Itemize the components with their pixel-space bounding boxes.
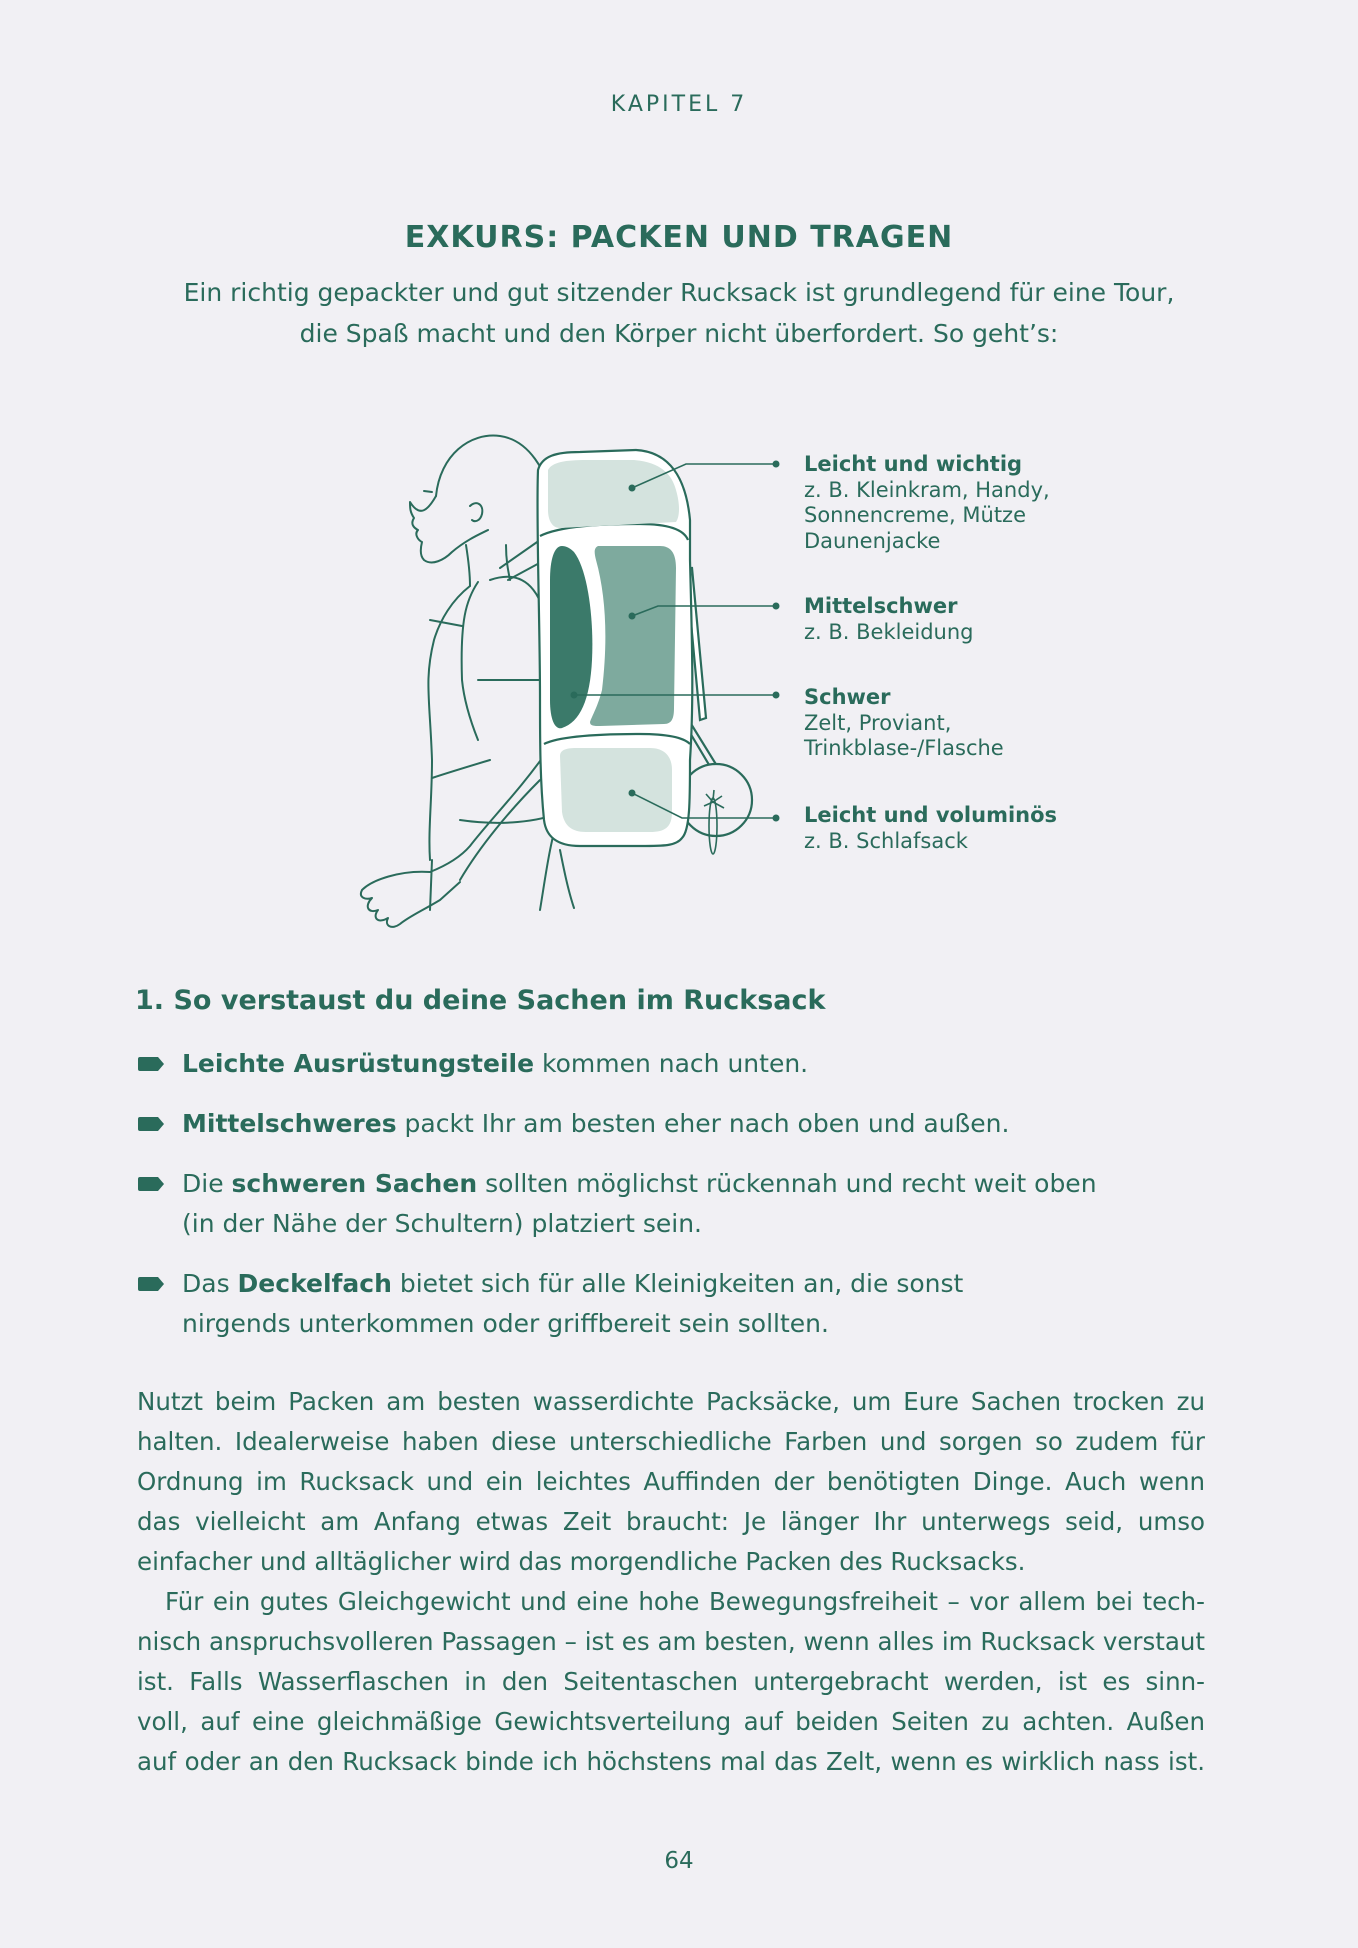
bullet-bold: Deckelfach: [237, 1269, 392, 1298]
bullet-bold: Mittelschweres: [182, 1109, 397, 1138]
chapter-label: KAPITEL 7: [610, 92, 748, 117]
woman-hand: [361, 872, 460, 927]
woman-top-strap: [430, 620, 462, 626]
leader-dot: [773, 461, 780, 468]
tag-arrow-bullet-icon: [138, 1057, 164, 1071]
callout-heading: Schwer: [804, 685, 891, 709]
tag-arrow-bullet-icon: [138, 1177, 164, 1191]
section-title: EXKURS: PACKEN UND TRAGEN: [404, 220, 954, 255]
bullet-continuation: nirgends unterkommen oder griffbereit sein sollten.: [182, 1309, 829, 1338]
woman-waist: [432, 760, 490, 778]
woman-face: [410, 496, 488, 562]
bullet-pre: Das: [182, 1269, 238, 1298]
tag-arrow-bullet-icon: [138, 1277, 164, 1291]
bullet-post: bietet sich für alle Kleinigkeiten an, die sonst: [391, 1269, 964, 1298]
bullet-pre: Die: [182, 1169, 232, 1198]
paragraph-line: halten. Idealerweise haben diese unterschiedliche Farben und sorgen so zudem für: [137, 1427, 1205, 1456]
intro-line: Ein richtig gepackter und gut sitzender Rucksack ist grundlegend für eine Tour,: [183, 278, 1175, 307]
tag-arrow-bullet-icon: [138, 1117, 164, 1131]
callout-line: z. B. Kleinkram, Handy,: [804, 477, 1050, 502]
paragraph-line: ist. Falls Wasserflaschen in den Seitentaschen untergebracht werden, ist es sinn-: [137, 1667, 1205, 1696]
bullet-bold: Leichte Ausrüstungsteile: [182, 1049, 535, 1078]
callout-heading: Mittelschwer: [804, 594, 958, 618]
bullet-post: sollten möglichst rückennah und recht weit oben: [477, 1169, 1097, 1198]
callout-line: Daunenjacke: [804, 528, 941, 553]
leader-dot: [773, 603, 780, 610]
leader-dot: [629, 485, 636, 492]
packing-heading: 1. So verstaust du deine Sachen im Rucksack: [135, 985, 826, 1016]
callout-light-voluminous: [804, 803, 1057, 854]
woman-arm: [462, 582, 478, 740]
bullet-post: kommen nach unten.: [534, 1049, 809, 1078]
backpack-illustration: [0, 0, 1358, 940]
callout-line: Zelt, Proviant,: [804, 710, 952, 735]
callout-heavy: [804, 685, 1004, 762]
paragraph-line: Für ein gutes Gleichgewicht und eine hohe Bewegungsfreiheit – vor allem bei tech-: [165, 1587, 1205, 1616]
callout-line: Trinkblase-/Flasche: [804, 736, 1004, 760]
zone-light-top: [548, 460, 679, 528]
leader-dot: [629, 790, 636, 797]
paragraph-line: auf oder an den Rucksack binde ich höchstens mal das Zelt, wenn es wirklich nass ist.: [137, 1747, 1205, 1776]
bullet-post: packt Ihr am besten eher nach oben und außen.: [396, 1109, 1010, 1138]
leader-dot: [629, 613, 636, 620]
callout-line: Sonnencreme, Mütze: [804, 503, 1026, 527]
callout-heading: Leicht und voluminös: [804, 803, 1058, 827]
paragraph-line: Nutzt beim Packen am besten wasserdichte Packsäcke, um Eure Sachen trocken zu: [137, 1387, 1205, 1416]
woman-ear: [470, 503, 482, 521]
leader-dot: [773, 692, 780, 699]
body-paragraph-2: [137, 1582, 1205, 1782]
callout-light-important: [804, 452, 1050, 554]
paragraph-line: Ordnung im Rucksack und ein leichtes Auffinden der benötigten Dinge. Auch wenn: [137, 1467, 1205, 1496]
zone-light-bottom: [560, 748, 672, 832]
leader-dot: [773, 815, 780, 822]
bullet-bold: schweren Sachen: [231, 1169, 478, 1198]
callout-line: z. B. Schlafsack: [804, 828, 968, 853]
leader-dot: [571, 692, 578, 699]
paragraph-line: voll, auf eine gleichmäßige Gewichtsverteilung auf beiden Seiten zu achten. Außen: [137, 1707, 1205, 1736]
intro-line: die Spaß macht und den Körper nicht überfordert. So geht’s:: [299, 319, 1059, 348]
callout-line: z. B. Bekleidung: [804, 619, 974, 644]
woman-forearm: [430, 750, 548, 880]
paragraph-line: nisch anspruchsvolleren Passagen – ist es am besten, wenn alles im Rucksack verstaut: [137, 1627, 1205, 1656]
body-paragraph-1: [137, 1382, 1205, 1582]
paragraph-line: einfacher und alltäglicher wird das morgendliche Packen des Rucksacks.: [137, 1547, 1026, 1576]
callout-medium-weight: [804, 594, 974, 645]
bullet-continuation: (in der Nähe der Schultern) platziert sein.: [182, 1209, 703, 1238]
page-number: 64: [664, 1848, 694, 1874]
woman-eye: [424, 491, 432, 492]
paragraph-line: das vielleicht am Anfang etwas Zeit braucht: Je länger Ihr unterwegs seid, umso: [137, 1507, 1205, 1536]
callout-heading: Leicht und wichtig: [804, 452, 1023, 476]
